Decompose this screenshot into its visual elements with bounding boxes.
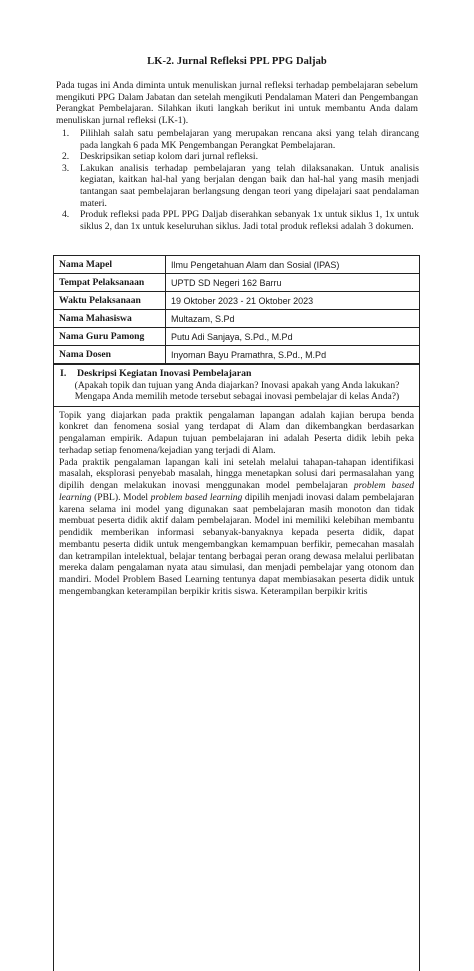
row-label: Nama Dosen: [54, 346, 166, 364]
instruction-list: [62, 128, 419, 232]
row-value: UPTD SD Negeri 162 Barru: [166, 274, 420, 292]
section-title: [60, 368, 414, 380]
list-item: [62, 128, 419, 151]
list-text: Produk refleksi pada PPL PPG Daljab diserahkan sebanyak 1x untuk siklus 1, 1x untuk siklus 2, dan 1x untuk keseluruhan siklus. Jadi total produk refleksi adalah 3 dokumen.: [80, 209, 419, 232]
list-number: 3.: [62, 162, 70, 174]
table-row: [54, 310, 420, 328]
list-number: 2.: [62, 151, 70, 163]
row-value: Ilmu Pengetahuan Alam dan Sosial (IPAS): [166, 256, 420, 274]
section-body: [54, 407, 419, 601]
row-label: Nama Mahasiswa: [54, 310, 166, 328]
table-row: [54, 328, 420, 346]
table-row: [54, 292, 420, 310]
section-header: [54, 365, 419, 407]
document-title: LK-2. Jurnal Refleksi PPL PPG Daljab: [147, 56, 327, 67]
row-label: Nama Guru Pamong: [54, 328, 166, 346]
row-value: 19 Oktober 2023 - 21 Oktober 2023: [166, 292, 420, 310]
table-row: [54, 274, 420, 292]
section-numeral: I.: [60, 368, 67, 379]
row-label: Nama Mapel: [54, 256, 166, 274]
body-text: dipilih menjadi inovasi dalam pembelajaran karena selama ini model yang digunakan saat pembelajaran masih monoton dan tidak membuat peserta didik aktif dalam pembelajaran. Model ini memiliki kelebihan membantu pendidik memberikan informasi sebanyak-banyaknya kepada peserta didik, dapat membantu peserta didik untuk mengembangkan kemampuan berfikir, pemecahan masalah dan ketrampilan intelektual, belajar tentang berbagai peran orang dewasa melalui perlibatan mereka dalam pengalaman nyata atau simulasi, dan menjadi pembelajar yang otonom dan mandiri. Model Problem Based Learning tentunya dapat membiasakan peserta didik untuk mengembangkan keterampilan berpikir kritis siswa. Keterampilan berpikir kritis: [59, 491, 414, 597]
row-value: Inyoman Bayu Pramathra, S.Pd., M.Pd: [166, 346, 420, 364]
list-text: Lakukan analisis terhadap pembelajaran yang telah dilaksanakan. Untuk analisis kegiatan, kaitkan hal-hal yang berjalan dengan baik dan hal-hal yang masih menjadi tantangan saat pembelajaran berlangsung dengan teori yang dipelajari saat pendalaman materi.: [80, 162, 419, 209]
body-paragraph-2: [59, 457, 414, 598]
list-text: Deskripsikan setiap kolom dari jurnal refleksi.: [80, 151, 258, 163]
list-number: 1.: [62, 128, 70, 139]
row-value: Multazam, S.Pd: [166, 310, 420, 328]
body-text: (PBL). Model: [91, 491, 151, 503]
body-italic-term: problem based learning: [150, 491, 243, 503]
body-text: Pada praktik pengalaman lapangan kali ini setelah melalui tahapan-tahapan identifikasi masalah, eksplorasi penyebab masalah, hingga menetapkan solusi dari permasalahan yang dipilih dengan melakukan inovasi menggunakan model pembelajaran: [59, 456, 414, 492]
reflection-section: [53, 364, 420, 971]
list-item: [62, 151, 419, 163]
row-label: Tempat Pelaksanaan: [54, 274, 166, 292]
body-paragraph-1: Topik yang diajarkan pada praktik pengalaman lapangan adalah kajian berupa benda konkret dan fenomena sosial yang terdapat di Alam dan dikembangkan berdasarkan pengalaman empirik. Adapun tujuan pembelajaran ini adalah Peserta didik lebih peka terhadap setiap fenomena/kejadian yang terjadi di Alam.: [59, 409, 414, 456]
body-italic-term: problem based learning: [59, 480, 414, 503]
row-label: Waktu Pelaksanaan: [54, 292, 166, 310]
row-value: Putu Adi Sanjaya, S.Pd., M.Pd: [166, 328, 420, 346]
list-item: [62, 209, 419, 232]
table-row: [54, 256, 420, 274]
list-number: 4.: [62, 209, 70, 221]
intro-paragraph: Pada tugas ini Anda diminta untuk menuliskan jurnal refleksi terhadap pembelajaran sebelum mengikuti PPG Dalam Jabatan dan setelah mengikuti Pendalaman Materi dan Pengembangan Perangkat Pembelajaran. Silahkan ikuti langkah berikut ini untuk membantu Anda dalam menuliskan jurnal refleksi (LK-1).: [56, 80, 418, 126]
section-prompt: (Apakah topik dan tujuan yang Anda diajarkan? Inovasi apakah yang Anda lakukan? Mengapa Anda memilih metode tersebut sebagai inovasi pembelajar di kelas Anda?): [74, 379, 400, 403]
section-title-text: Deskripsi Kegiatan Inovasi Pembelajaran: [77, 368, 252, 379]
table-row: [54, 346, 420, 364]
identity-table: [53, 255, 420, 364]
list-item: [62, 163, 419, 209]
list-text: Pilihlah salah satu pembelajaran yang merupakan rencana aksi yang telah dirancang pada langkah 6 pada MK Pengembangan Perangkat Pembelajaran.: [80, 128, 419, 151]
